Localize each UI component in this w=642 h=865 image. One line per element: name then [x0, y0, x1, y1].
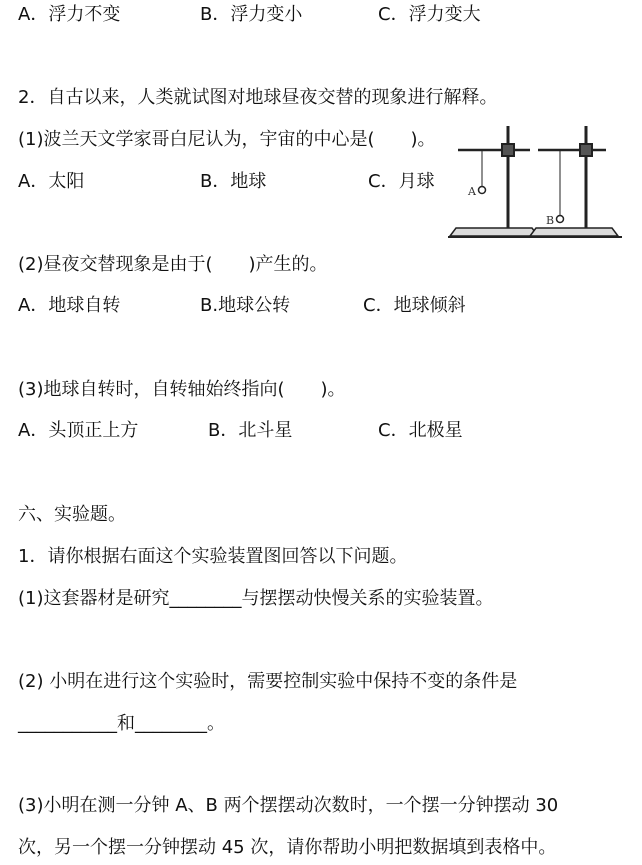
- q2-stem: 2．自古以来，人类就试图对地球昼夜交替的现象进行解释。: [18, 87, 498, 108]
- section6-sub3-line1: (3)小明在测一分钟 A、B 两个摆摆动次数时，一个摆一分钟摆动 30: [18, 795, 559, 816]
- pendulum-apparatus-figure: [446, 118, 628, 240]
- q1-option-c: C．浮力变大: [378, 4, 481, 25]
- q2-sub1-option-b: B．地球: [200, 171, 267, 192]
- section6-q1-stem: 1．请你根据右面这个实验装置图回答以下问题。: [18, 546, 408, 567]
- pendulum-label-a: A: [468, 185, 476, 198]
- q2-sub2-text: (2)昼夜交替现象是由于( )产生的。: [18, 254, 328, 275]
- q2-sub3-text: (3)地球自转时，自转轴始终指向( )。: [18, 379, 346, 400]
- q2-sub2-option-a: A．地球自转: [18, 295, 121, 316]
- q2-sub2-option-c: C．地球倾斜: [363, 295, 466, 316]
- q1-option-a: A．浮力不变: [18, 4, 121, 25]
- q2-sub3-option-a: A．头顶正上方: [18, 420, 139, 441]
- pendulum-label-b: B: [546, 214, 555, 227]
- q2-sub2-option-b: B.地球公转: [200, 295, 291, 316]
- q2-sub3-option-b: B．北斗星: [208, 420, 293, 441]
- q1-option-b: B．浮力变小: [200, 4, 303, 25]
- pendulum-bob-b: [557, 216, 564, 223]
- section6-heading: 六、实验题。: [18, 504, 126, 525]
- section6-sub2-line2: ___________和________。: [18, 713, 225, 734]
- q2-sub1-option-a: A．太阳: [18, 171, 85, 192]
- section6-sub3-line2: 次，另一个摆一分钟摆动 45 次，请你帮助小明把数据填到表格中。: [18, 837, 557, 858]
- section6-sub1: (1)这套器材是研究________与摆摆动快慢关系的实验装置。: [18, 588, 494, 609]
- section6-sub2-line1: (2) 小明在进行这个实验时，需要控制实验中保持不变的条件是: [18, 671, 518, 692]
- q2-sub1-text: (1)波兰天文学家哥白尼认为，宇宙的中心是( )。: [18, 129, 436, 150]
- pendulum-bob-a: [479, 187, 486, 194]
- q2-sub3-option-c: C．北极星: [378, 420, 463, 441]
- q2-sub1-option-c: C．月球: [368, 171, 435, 192]
